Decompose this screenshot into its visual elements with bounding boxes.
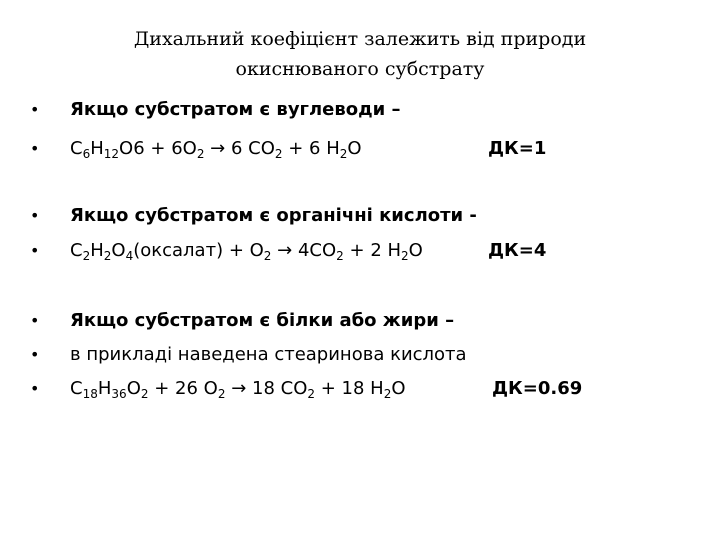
equation-text-part: → 6 CO bbox=[204, 138, 275, 159]
equation-subscript: 2 bbox=[339, 147, 348, 161]
bullet-icon: • bbox=[30, 241, 40, 260]
equation-subscript: 12 bbox=[103, 147, 120, 161]
equation-subscript: 2 bbox=[140, 387, 149, 401]
equation-subscript: 2 bbox=[336, 249, 344, 263]
equation-subscript: 4 bbox=[125, 249, 134, 263]
respiratory-quotient-glucose: ДК=1 bbox=[488, 138, 547, 159]
equation-text-part: O bbox=[111, 240, 126, 261]
heading-carbohydrates: Якщо субстратом є вуглеводи – bbox=[70, 99, 401, 120]
bullet-icon: • bbox=[30, 311, 40, 330]
equation-text-part: C bbox=[70, 138, 83, 159]
equation-text-part: O6 + 6O bbox=[119, 138, 197, 159]
equation-subscript: 36 bbox=[111, 387, 127, 401]
equation-text-part: H bbox=[90, 138, 104, 159]
equation-stearic-acid bbox=[70, 376, 406, 402]
equation-text-part: O bbox=[391, 378, 406, 399]
bullet-icon: • bbox=[30, 206, 40, 225]
heading-proteins-fats: Якщо субстратом є білки або жири – bbox=[70, 310, 455, 331]
bullet-icon: • bbox=[30, 345, 40, 364]
equation-text-part: + 6 H bbox=[282, 138, 340, 159]
bullet-icon: • bbox=[30, 379, 40, 398]
heading-organic-acids: Якщо субстратом є органічні кислоти - bbox=[70, 205, 477, 226]
equation-subscript: 2 bbox=[82, 249, 91, 263]
equation-text-part: O bbox=[347, 138, 362, 159]
equation-text-part: + 18 H bbox=[315, 378, 384, 399]
respiratory-quotient-oxalate: ДК=4 bbox=[488, 240, 547, 261]
equation-subscript: 6 bbox=[82, 147, 91, 161]
equation-text-part: O bbox=[126, 378, 141, 399]
title-line-2: окиснюваного субстрату bbox=[235, 58, 485, 80]
slide-title bbox=[60, 24, 660, 84]
equation-subscript: 2 bbox=[263, 249, 272, 263]
equation-text-part: O bbox=[408, 240, 423, 261]
equation-text-part: → 18 CO bbox=[225, 378, 308, 399]
equation-oxalate bbox=[70, 238, 423, 264]
equation-text-part: C bbox=[70, 240, 83, 261]
equation-text-part: H bbox=[90, 240, 104, 261]
title-line-1: Дихальний коефіцієнт залежить від природи bbox=[133, 28, 587, 50]
equation-glucose bbox=[70, 136, 362, 162]
equation-subscript: 2 bbox=[196, 147, 205, 161]
equation-text-part: C bbox=[70, 378, 83, 399]
note-stearic-acid: в прикладі наведена стеаринова кислота bbox=[70, 344, 467, 365]
bullet-icon: • bbox=[30, 100, 40, 119]
equation-text-part: → 4CO bbox=[271, 240, 337, 261]
equation-subscript: 2 bbox=[217, 387, 226, 401]
equation-text-part: (оксалат) + O bbox=[133, 240, 264, 261]
bullet-icon: • bbox=[30, 139, 40, 158]
equation-subscript: 2 bbox=[383, 387, 392, 401]
equation-text-part: + 26 O bbox=[148, 378, 218, 399]
equation-subscript: 2 bbox=[274, 147, 283, 161]
equation-subscript: 2 bbox=[401, 249, 409, 263]
equation-subscript: 2 bbox=[103, 249, 112, 263]
equation-text-part: H bbox=[97, 378, 112, 399]
respiratory-quotient-stearic: ДК=0.69 bbox=[492, 378, 583, 399]
equation-text-part: + 2 H bbox=[343, 240, 402, 261]
equation-subscript: 2 bbox=[307, 387, 315, 401]
equation-subscript: 18 bbox=[82, 387, 98, 401]
